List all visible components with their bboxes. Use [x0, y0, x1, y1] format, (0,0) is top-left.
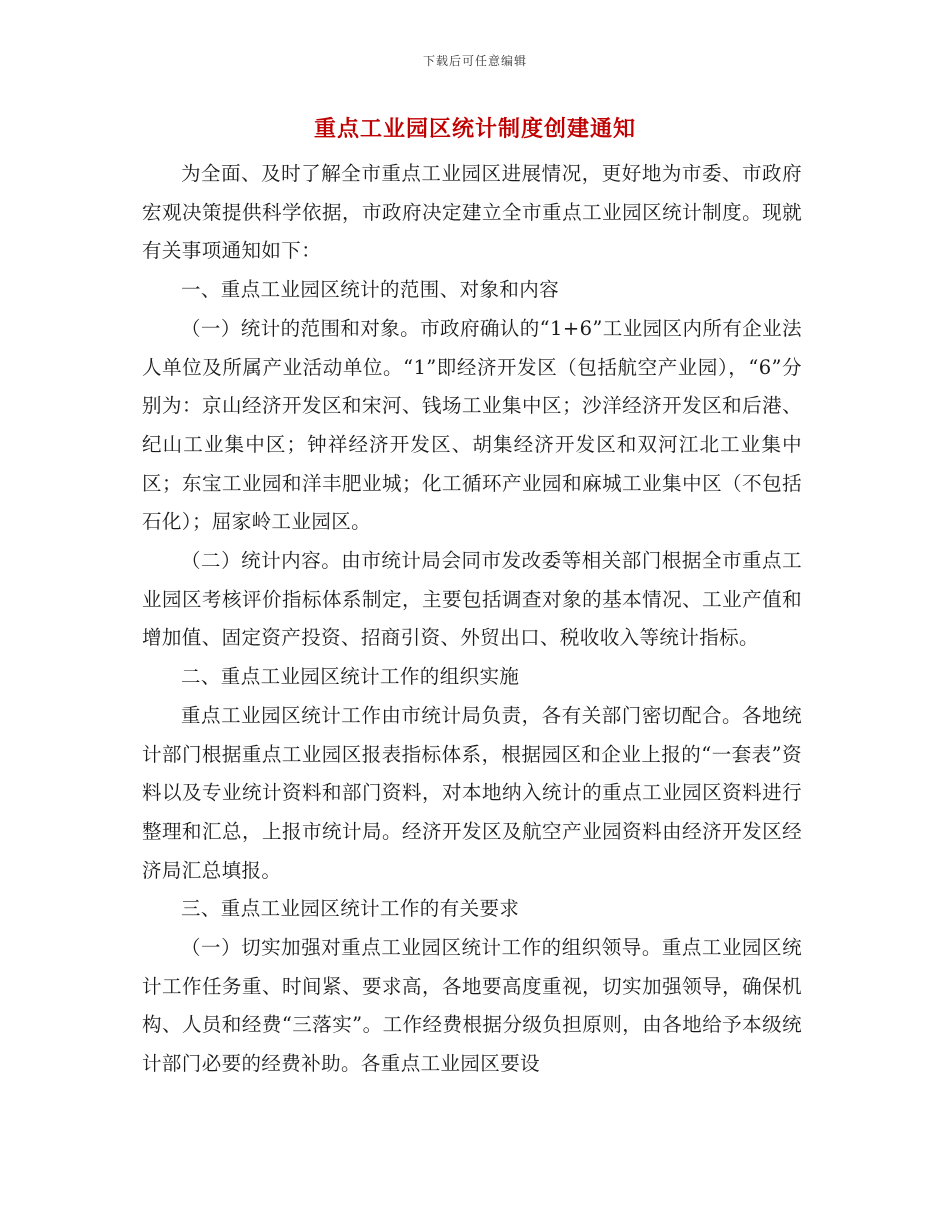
header-note: 下载后可任意编辑 [422, 54, 527, 68]
paragraph-intro: 为全面、及时了解全市重点工业园区进展情况，更好地为市委、市政府宏观决策提供科学依据，市政府决定建立全市重点工业园区统计制度。现就有关事项通知如下： [142, 162, 802, 263]
paragraph-scope: （一）统计的范围和对象。市政府确认的“1+6”工业园区内所有企业法人单位及所属产业活动单位。“1”即经济开发区（包括航空产业园），“6”分别为：京山经济开发区和宋河、钱场工业集中区；沙洋经济开发区和后港、纪山工业集中区；钟祥经济开发区、胡集经济开发区和双河江北工业集中区；东宝工业园和洋丰肥业城；化工循环产业园和麻城工业集中区（不包括石化）；屈家岭工业园区。 [142, 316, 802, 534]
section-heading-1: 一、重点工业园区统计的范围、对象和内容 [181, 278, 560, 302]
paragraph-content: （二）统计内容。由市统计局会同市发改委等相关部门根据全市重点工业园区考核评价指标体系制定，主要包括调查对象的基本情况、工业产值和增加值、固定资产投资、招商引资、外贸出口、税收收入等统计指标。 [142, 549, 802, 650]
document-body [142, 155, 802, 1084]
document-title: 重点工业园区统计制度创建通知 [313, 116, 636, 142]
paragraph-organization: 重点工业园区统计工作由市统计局负责，各有关部门密切配合。各地统计部门根据重点工业园区报表指标体系，根据园区和企业上报的“一套表”资料以及专业统计资料和部门资料，对本地纳入统计的重点工业园区资料进行整理和汇总，上报市统计局。经济开发区及航空产业园资料由经济开发区经济局汇总填报。 [142, 703, 802, 882]
section-heading-3: 三、重点工业园区统计工作的有关要求 [181, 897, 520, 921]
paragraph-requirements: （一）切实加强对重点工业园区统计工作的组织领导。重点工业园区统计工作任务重、时间紧、要求高，各地要高度重视，切实加强领导，确保机构、人员和经费“三落实”。工作经费根据分级负担原则，由各地给予本级统计部门必要的经费补助。各重点工业园区要设 [142, 936, 802, 1076]
section-heading-2: 二、重点工业园区统计工作的组织实施 [181, 665, 520, 689]
